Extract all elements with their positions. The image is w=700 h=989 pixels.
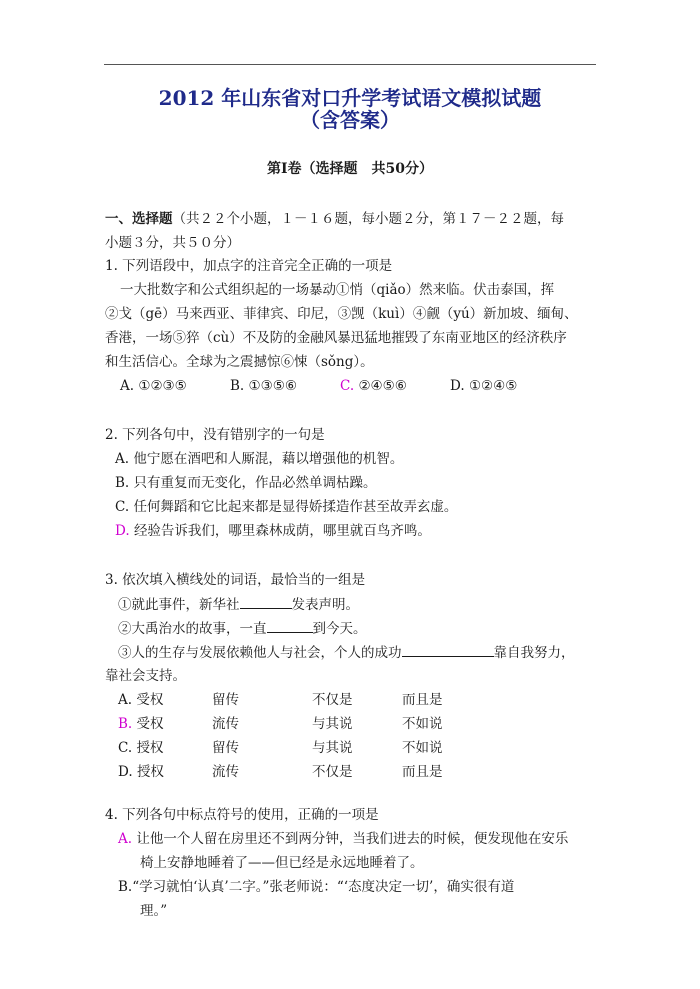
q4-option-b[interactable]	[118, 878, 514, 896]
sentence-text: 靠自我努力，	[493, 645, 575, 661]
q3-sentence-3	[118, 643, 575, 662]
option-letter: B.	[230, 378, 245, 394]
option-letter: B.	[118, 716, 133, 732]
option-letter: B.	[118, 879, 133, 895]
top-rule	[104, 64, 596, 65]
option-letter: D.	[115, 523, 130, 539]
sentence-text: ③人的生存与发展依赖他人与社会，个人的成功	[118, 645, 402, 661]
option-text: 让他一个人留在房里还不到两分钟，当我们进去的时候，便发现他在安乐	[136, 831, 569, 847]
option-letter: B.	[115, 475, 130, 491]
q1-passage-line: 一大批数字和公式组织起的一场暴动①悄（qiǎo）然来临。伏击泰国，挥	[120, 282, 555, 298]
q1-option-d[interactable]	[450, 377, 517, 395]
option-word: 而且是	[402, 692, 443, 708]
q1-stem: 1. 下列语段中，加点字的注音完全正确的一项是	[105, 258, 393, 274]
option-letter: A.	[115, 451, 130, 467]
fill-blank[interactable]	[240, 595, 292, 609]
option-text: 经验告诉我们，哪里森林成荫，哪里就百鸟齐鸣。	[133, 523, 431, 539]
q2-option-b[interactable]	[115, 474, 377, 492]
option-word: 受权	[136, 692, 164, 708]
q3-option-b[interactable]	[118, 715, 164, 733]
q4-option-a[interactable]	[118, 830, 568, 848]
page-subtitle: （含答案）	[300, 108, 400, 132]
option-word: 留传	[212, 740, 239, 756]
option-text: 他宁愿在酒吧和人厮混，藉以增强他的机智。	[133, 451, 404, 467]
q1-option-a[interactable]	[120, 377, 187, 395]
q3-sentence-3-cont: 靠社会支持。	[105, 668, 186, 684]
q4-option-a-cont: 椅上安静地睡着了——但已经是永远地睡着了。	[140, 855, 424, 871]
option-word: 与其说	[312, 740, 353, 756]
q1-option-c[interactable]	[340, 377, 407, 395]
q3-stem: 3. 依次填入横线处的词语，最恰当的一组是	[105, 572, 366, 588]
q3-sentence-1	[118, 595, 359, 614]
option-text: ①②③⑤	[138, 378, 187, 394]
option-text: 任何舞蹈和它比起来都是显得娇揉造作甚至故弄玄虚。	[133, 499, 458, 515]
option-letter: A.	[118, 831, 133, 847]
fill-blank[interactable]	[267, 619, 313, 633]
instructions-line-1	[105, 210, 564, 228]
option-text: “学习就怕‘认真’二字。”张老师说：“‘态度决定一切’，确实很有道	[132, 879, 515, 895]
instructions-line-2: 小题３分，共５０分）	[105, 235, 240, 251]
option-text: ②④⑤⑥	[358, 378, 407, 394]
option-letter: C.	[118, 740, 133, 756]
q2-option-c[interactable]	[115, 498, 457, 516]
q3-option-c[interactable]	[118, 739, 163, 757]
option-word: 而且是	[402, 764, 443, 780]
option-word: 不仅是	[312, 764, 353, 780]
option-letter: D.	[118, 764, 133, 780]
sentence-text: 到今天。	[312, 621, 367, 637]
option-text: ①③⑤⑥	[248, 378, 297, 394]
instructions-label: 一、选择题	[105, 211, 173, 227]
option-letter: A.	[120, 378, 135, 394]
option-letter: D.	[450, 378, 465, 394]
option-word: 不如说	[402, 740, 443, 756]
fill-blank[interactable]	[402, 643, 494, 657]
q1-passage-line: ②戈（gē）马来西亚、菲律宾、印尼，③觊（kuì）④觎（yú）新加坡、缅甸、	[105, 306, 578, 322]
option-word: 不如说	[402, 716, 443, 732]
option-word: 受权	[136, 716, 164, 732]
sentence-text: ②大禹治水的故事，一直	[118, 621, 267, 637]
option-word: 授权	[136, 764, 164, 780]
q2-stem: 2. 下列各句中，没有错别字的一句是	[105, 427, 325, 443]
option-word: 留传	[212, 692, 239, 708]
q4-option-b-cont: 理。”	[140, 903, 168, 919]
q1-passage-line: 和生活信心。全球为之震撼惊⑥悚（sǒng）。	[105, 354, 374, 370]
sentence-text: 发表声明。	[291, 597, 359, 613]
q2-option-a[interactable]	[115, 450, 403, 468]
section-heading: 第Ⅰ卷（选择题 共50分）	[266, 161, 434, 177]
q1-passage-line: 香港，一场⑤猝（cù）不及防的金融风暴迅猛地摧毁了东南亚地区的经济秩序	[105, 330, 567, 346]
q4-stem: 4. 下列各句中标点符号的使用，正确的一项是	[105, 807, 379, 823]
instructions-text-1: （共２２个小题，１－１６题，每小题２分，第１７－２２题，每	[172, 211, 564, 227]
option-letter: C.	[115, 499, 130, 515]
option-text: 只有重复而无变化，作品必然单调枯躁。	[133, 475, 377, 491]
q3-option-a[interactable]	[118, 691, 163, 709]
q2-option-d[interactable]	[115, 522, 431, 540]
option-word: 流传	[212, 716, 239, 732]
option-text: ①②④⑤	[468, 378, 518, 394]
sentence-text: ①就此事件，新华社	[118, 597, 240, 613]
option-letter: A.	[118, 692, 133, 708]
option-word: 与其说	[312, 716, 353, 732]
option-letter: C.	[340, 378, 355, 394]
q3-sentence-2	[118, 619, 367, 638]
option-word: 授权	[136, 740, 164, 756]
q3-option-d[interactable]	[118, 763, 164, 781]
option-word: 流传	[212, 764, 239, 780]
option-word: 不仅是	[312, 692, 353, 708]
q1-option-b[interactable]	[230, 377, 297, 395]
page-title: 2012 年山东省对口升学考试语文模拟试题	[158, 86, 542, 110]
